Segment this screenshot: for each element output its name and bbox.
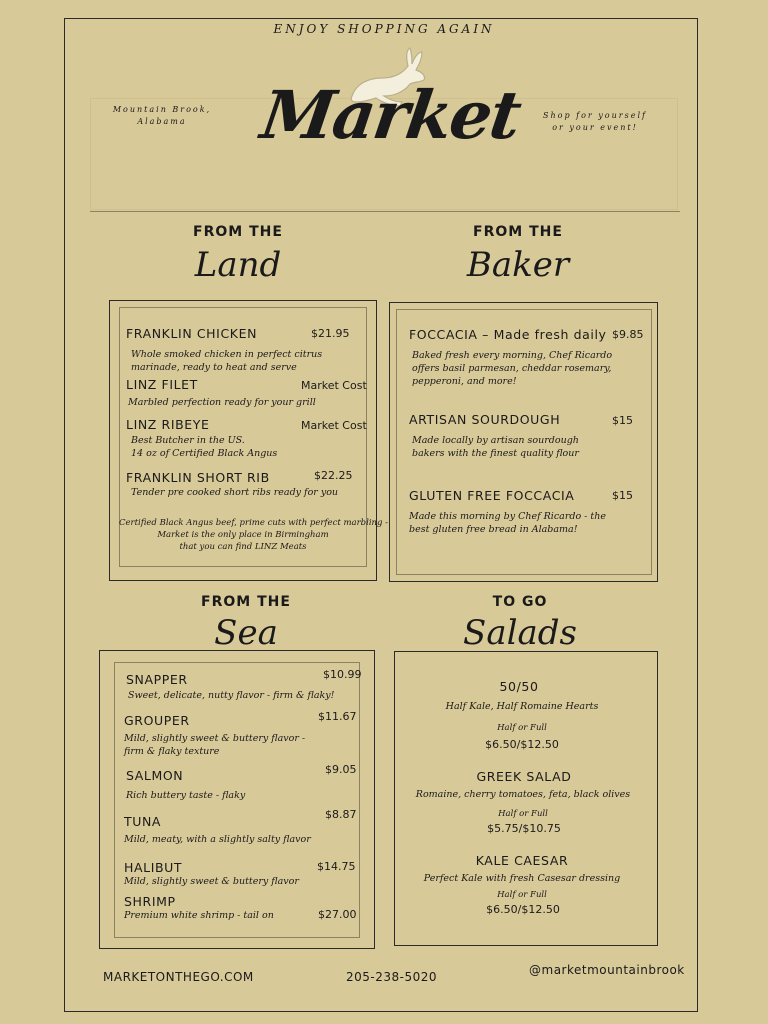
baker-item-price: $15 bbox=[612, 414, 633, 427]
land-item-name: LINZ FILET bbox=[126, 377, 198, 392]
salad-item-name: GREEK SALAD bbox=[476, 769, 572, 784]
salad-item-price: $5.75/$10.75 bbox=[487, 822, 561, 835]
sea-item-price: $9.05 bbox=[325, 763, 357, 776]
sea-item-desc: Mild, meaty, with a slightly salty flavor bbox=[124, 834, 311, 845]
land-note-line3: that you can find LINZ Meats bbox=[179, 542, 307, 552]
land-script-title: Land bbox=[194, 245, 282, 285]
sea-item-name: TUNA bbox=[124, 814, 162, 829]
logo-market: Market bbox=[256, 76, 525, 154]
salads-script-title: Salads bbox=[463, 613, 577, 653]
header-divider bbox=[90, 211, 680, 212]
baker-kicker: FROM THE bbox=[473, 224, 563, 240]
sea-item-price: $8.87 bbox=[325, 808, 357, 821]
salad-item-option: Half or Full bbox=[498, 809, 548, 819]
location-line2: Alabama bbox=[137, 117, 187, 126]
salad-item-option: Half or Full bbox=[497, 890, 547, 900]
land-note bbox=[119, 517, 389, 553]
land-item-price: $22.25 bbox=[314, 469, 353, 482]
sea-item-price: $14.75 bbox=[317, 860, 356, 873]
salad-item-option: Half or Full bbox=[497, 723, 547, 733]
shop-line1: Shop for yourself bbox=[543, 111, 647, 120]
shop-note bbox=[540, 110, 650, 134]
baker-item-desc: Made this morning by Chef Ricardo - the bbox=[409, 511, 606, 522]
salad-item-desc: Romaine, cherry tomatoes, feta, black olives bbox=[415, 789, 631, 800]
baker-script-title: Baker bbox=[466, 245, 570, 285]
sea-item-desc: Mild, slightly sweet & buttery flavor - bbox=[124, 733, 306, 744]
land-item-price: $21.95 bbox=[311, 327, 350, 340]
sea-item-desc: Sweet, delicate, nutty flavor - firm & flaky! bbox=[128, 690, 335, 701]
land-item-desc: Tender pre cooked short ribs ready for you bbox=[131, 487, 339, 498]
baker-item-name: FOCCACIA – Made fresh daily bbox=[409, 327, 607, 342]
land-item-desc: 14 oz of Certified Black Angus bbox=[131, 448, 278, 459]
tagline: ENJOY SHOPPING AGAIN bbox=[273, 22, 495, 36]
sea-item-name: GROUPER bbox=[124, 713, 190, 728]
sea-item-desc: Premium white shrimp - tail on bbox=[124, 910, 274, 921]
sea-item-price: $10.99 bbox=[323, 668, 362, 681]
sea-item-name: HALIBUT bbox=[124, 860, 183, 875]
salads-kicker: TO GO bbox=[492, 594, 548, 610]
sea-item-desc: firm & flaky texture bbox=[124, 746, 220, 757]
location-line1: Mountain Brook, bbox=[112, 105, 212, 114]
baker-item-desc: best gluten free bread in Alabama! bbox=[409, 524, 578, 535]
salad-item-price: $6.50/$12.50 bbox=[485, 738, 559, 751]
salad-item-desc: Perfect Kale with fresh Casesar dressing bbox=[423, 873, 621, 884]
sea-kicker: FROM THE bbox=[201, 594, 291, 610]
salad-item-price: $6.50/$12.50 bbox=[486, 903, 560, 916]
footer-social: @marketmountainbrook bbox=[529, 963, 685, 977]
land-item-name: FRANKLIN CHICKEN bbox=[126, 326, 258, 341]
land-item-desc: Best Butcher in the US. bbox=[131, 435, 245, 446]
land-item-desc: Marbled perfection ready for your grill bbox=[128, 397, 316, 408]
footer-website: MARKETONTHEGO.COM bbox=[103, 970, 254, 984]
location bbox=[110, 104, 214, 128]
shop-line2: or your event! bbox=[552, 123, 638, 132]
sea-item-price: $11.67 bbox=[318, 710, 357, 723]
land-item-desc: marinade, ready to heat and serve bbox=[131, 362, 297, 373]
baker-item-desc: Baked fresh every morning, Chef Ricardo bbox=[412, 350, 613, 361]
baker-item-name: GLUTEN FREE FOCCACIA bbox=[409, 488, 575, 503]
land-item-price: Market Cost bbox=[301, 379, 367, 392]
sea-item-name: SHRIMP bbox=[124, 894, 176, 909]
land-item-price: Market Cost bbox=[301, 419, 367, 432]
baker-item-price: $15 bbox=[612, 489, 633, 502]
baker-item-desc: pepperoni, and more! bbox=[412, 376, 517, 387]
salad-item-name: KALE CAESAR bbox=[475, 853, 569, 868]
sea-item-name: SALMON bbox=[126, 768, 184, 783]
sea-item-desc: Mild, slightly sweet & buttery flavor bbox=[124, 876, 299, 887]
baker-item-name: ARTISAN SOURDOUGH bbox=[409, 412, 561, 427]
land-kicker: FROM THE bbox=[193, 224, 283, 240]
baker-item-price: $9.85 bbox=[612, 328, 644, 341]
footer-phone: 205-238-5020 bbox=[346, 970, 438, 984]
sea-item-name: SNAPPER bbox=[126, 672, 188, 687]
sea-item-desc: Rich buttery taste - flaky bbox=[126, 790, 246, 801]
baker-item-desc: offers basil parmesan, cheddar rosemary, bbox=[412, 363, 612, 374]
sea-script-title: Sea bbox=[214, 613, 278, 653]
salad-item-desc: Half Kale, Half Romaine Hearts bbox=[445, 701, 599, 712]
land-note-line2: Market is the only place in Birmingham bbox=[157, 530, 329, 540]
land-item-name: FRANKLIN SHORT RIB bbox=[126, 470, 270, 485]
baker-item-desc: bakers with the finest quality flour bbox=[412, 448, 579, 459]
land-item-name: LINZ RIBEYE bbox=[126, 417, 210, 432]
salad-item-name: 50/50 bbox=[499, 679, 539, 694]
baker-item-desc: Made locally by artisan sourdough bbox=[412, 435, 579, 446]
sea-item-price: $27.00 bbox=[318, 908, 357, 921]
land-note-line1: Certified Black Angus beef, prime cuts with perfect marbling - bbox=[119, 518, 389, 528]
land-item-desc: Whole smoked chicken in perfect citrus bbox=[131, 349, 323, 360]
